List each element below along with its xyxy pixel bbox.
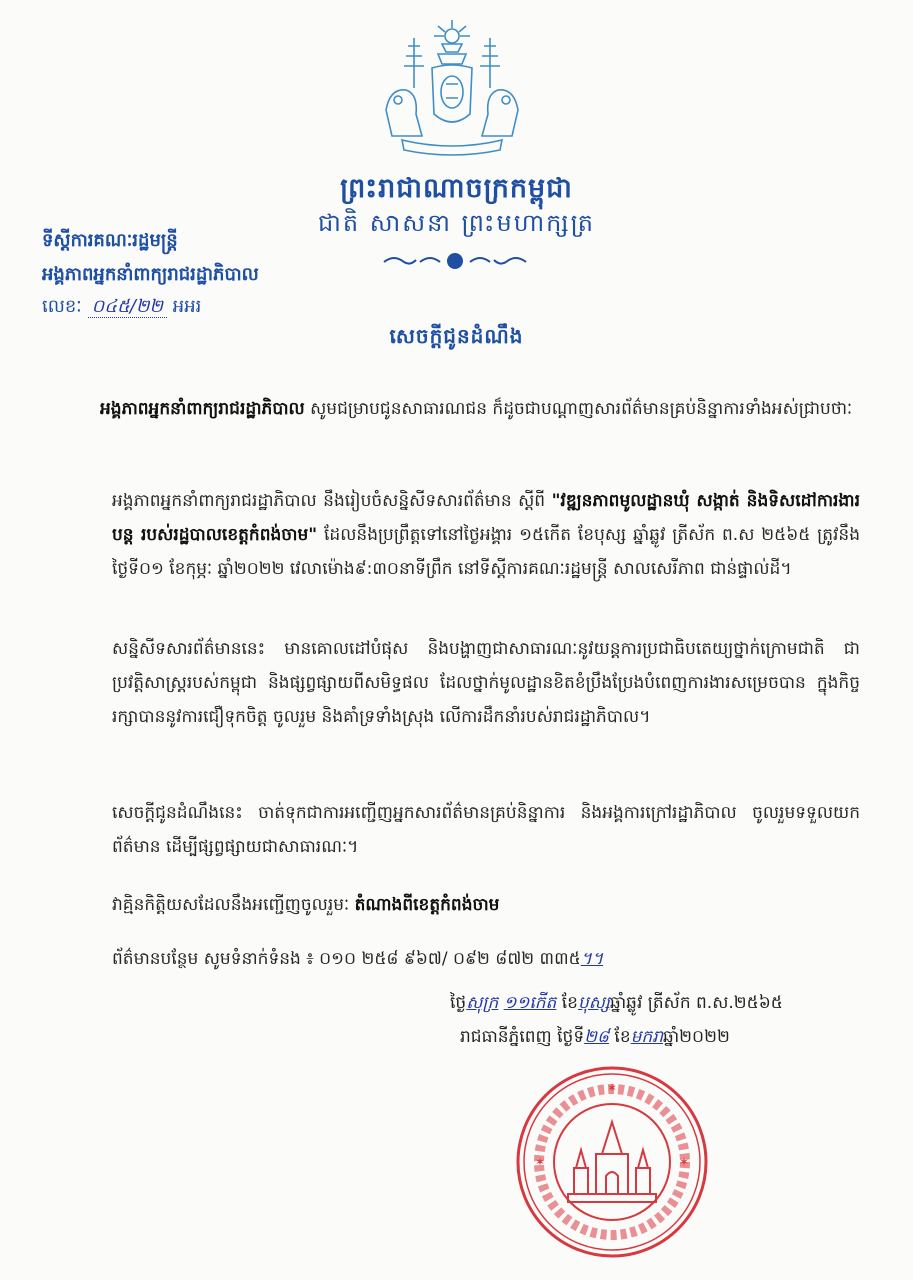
document-title: សេចក្តីជូនដំណឹង xyxy=(389,324,524,348)
lunar-month-handwritten: បុស្ស xyxy=(577,993,610,1013)
reference-number xyxy=(42,294,201,321)
event-text-b: ដែលនឹងប្រព្រឹត្តទៅនៅថ្ងៃអង្គារ ១៥កើត ខែបុស្ស ឆ្នាំឆ្លូវ ត្រីស័ក ព.ស ២៥៦៥ ត្រូវនឹងថ្ងៃទី០១ ខែកុម្ភៈ ឆ្នាំ២០២២ វេលាម៉ោង៩:៣០នាទីព្រឹក នៅទីស្តីការគណៈរដ្ឋមន្ត្រី សាលសេរីភាព ជាន់ផ្ទាល់ដី។ xyxy=(112,525,860,579)
solar-month-handwritten: មករា xyxy=(630,1027,663,1047)
reference-number-value: ០៤៥/២២ xyxy=(88,296,168,318)
lunar-phase-handwritten: ១១កើត xyxy=(503,993,557,1013)
reference-number-label: លេខៈ xyxy=(42,296,82,317)
paragraph-intro xyxy=(100,392,860,426)
solar-date-line xyxy=(460,1026,730,1051)
paragraph-invitation: សេចក្តីជូនដំណឹងនេះ ចាត់ទុកជាការអញ្ជើញអ្នកសារព័ត៌មានគ្រប់និន្នាការ និងអង្គការក្រៅរដ្ឋាភិបាល ចូលរួមទទួលយកព័ត៌មាន ដើម្បីផ្សព្វផ្សាយជាសាធារណៈ។ xyxy=(112,803,860,857)
lunar-day-handwritten: សុក្រ xyxy=(466,993,499,1013)
ornament-divider-icon xyxy=(380,248,530,274)
reference-number-suffix: អអរ xyxy=(172,296,202,317)
solar-month-prefix: ខែ xyxy=(609,1027,631,1047)
intro-lead: អង្គភាពអ្នកនាំពាក្យរាជរដ្ឋាភិបាល xyxy=(100,399,305,419)
event-topic: "វឌ្ឍនភាពមូលដ្ឋានឃុំ សង្កាត់ និងទិសដៅការងារបន្ត របស់រដ្ឋបាលខេត្តកំពង់ចាម" xyxy=(112,491,860,545)
svg-text:✶: ✶ xyxy=(678,1155,690,1169)
svg-text:✶: ✶ xyxy=(534,1155,546,1169)
lunar-year-text: ឆ្នាំឆ្លូវ ត្រីស័ក ព.ស.២៥៦៥ xyxy=(610,993,783,1013)
lunar-date-prefix: ថ្ងៃ xyxy=(450,993,467,1013)
lunar-date-line xyxy=(450,992,783,1017)
svg-text:✶: ✶ xyxy=(606,1081,618,1095)
paragraph-event xyxy=(112,484,860,586)
solar-year-text: ឆ្នាំ២០២២ xyxy=(662,1027,730,1047)
paragraph-speaker xyxy=(112,888,860,922)
intro-rest: សូមជម្រាបជូនសាធារណជន ក៏ដូចជាបណ្តាញសារព័ត៌មានគ្រប់និន្នាការទាំងអស់ជ្រាបថាៈ xyxy=(304,399,853,419)
solar-day-handwritten: ២៨ xyxy=(584,1027,610,1047)
unit-name: អង្គភាពអ្នកនាំពាក្យរាជរដ្ឋាភិបាល xyxy=(42,264,259,285)
paragraph-contact xyxy=(112,942,860,976)
ministry-name: ទីស្តីការគណៈរដ្ឋមន្ត្រី xyxy=(42,230,178,251)
lunar-month-prefix: ខែ xyxy=(556,993,578,1013)
speaker-name: តំណាងពីខេត្តកំពង់ចាម xyxy=(354,895,500,915)
speaker-label: វាគ្មិនកិត្តិយសដែលនឹងអញ្ជើញចូលរួមៈ xyxy=(112,895,355,915)
national-motto: ជាតិ សាសនា ព្រះមហាក្សត្រ xyxy=(318,209,595,237)
contact-handwritten-mark: ។។ xyxy=(580,949,604,969)
solar-date-prefix: រាជធានីភ្នំពេញ ថ្ងៃទី xyxy=(460,1027,585,1047)
kingdom-title: ព្រះរាជាណាចក្រកម្ពុជា xyxy=(340,173,573,204)
official-seal-icon xyxy=(512,1062,712,1262)
royal-emblem-icon xyxy=(372,18,532,158)
event-text-a: អង្គភាពអ្នកនាំពាក្យរាជរដ្ឋាភិបាល នឹងរៀបចំសន្និសីទសារព័ត៌មាន ស្តីពី xyxy=(112,491,552,511)
contact-text: ព័ត៌មានបន្ថែម សូមទំនាក់ទំនង ៖ ០១០ ២៥៨ ៩៦៧/ ០៩២ ៨៧២ ៣៣៥ xyxy=(112,949,581,969)
paragraph-purpose: សន្និសីទសារព័ត៌មាននេះ មានគោលដៅបំផុស និងបង្ហាញជាសាធារណៈនូវយន្តការប្រជាធិបតេយ្យថ្នាក់ក្រោមជាតិ ជាប្រវត្តិសាស្ត្ររបស់កម្ពុជា និងផ្សព្វផ្សាយពីសមិទ្ធផល ដែលថ្នាក់មូលដ្ឋានខិតខំប្រឹងប្រែងបំពេញការងារសម្រេចបាន ក្នុងកិច្ចរក្សាបាននូវការជឿទុកចិត្ត ចូលរួម និងគាំទ្រទាំងស្រុង លើការដឹកនាំរបស់រាជរដ្ឋាភិបាល។ xyxy=(112,639,860,727)
